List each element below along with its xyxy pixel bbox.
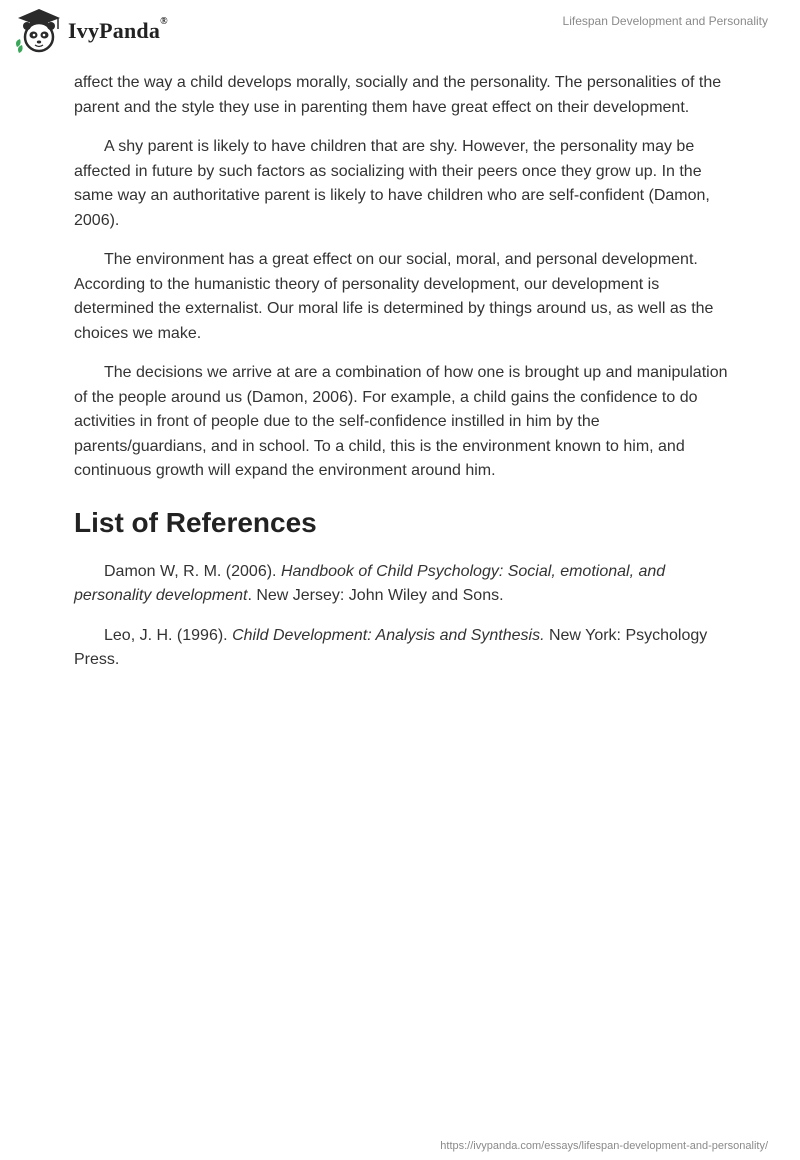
page-header bbox=[0, 0, 800, 62]
paragraph: The environment has a great effect on our social, moral, and personal development. According to the humanistic theory of personality development, our development is determined the externalist. Our moral life is determined by things around us, as well as the choices we make. bbox=[74, 251, 714, 342]
paragraph: A shy parent is likely to have children that are shy. However, the personality may be affected in future by such factors as socializing with their peers once they grow up. In the same way an authoritative parent is likely to have children who are self-confident (Damon, 2006). bbox=[74, 138, 710, 229]
references-heading: List of References bbox=[74, 506, 317, 538]
document-title: Lifespan Development and Personality bbox=[562, 14, 768, 28]
source-url[interactable]: https://ivypanda.com/essays/lifespan-development-and-personality/ bbox=[440, 1140, 768, 1152]
reference-title: Child Development: Analysis and Synthesis. bbox=[232, 626, 545, 644]
reference-title: Handbook of Child Psychology: Social, emotional, and personality development bbox=[74, 562, 666, 604]
paragraph: affect the way a child develops morally, socially and the personality. The personalities of the parent and the style they use in parenting them have great effect on their development. bbox=[74, 74, 722, 116]
ivypanda-logo[interactable] bbox=[14, 7, 168, 55]
reference-item: Damon W, R. M. (2006). Handbook of Child Psychology: Social, emotional, and personality development. New Jersey: John Wiley and Sons. bbox=[74, 562, 666, 604]
essay-content bbox=[74, 71, 734, 688]
reference-item: Leo, J. H. (1996). Child Development: Analysis and Synthesis. New York: Psychology Press. bbox=[74, 626, 708, 668]
brand-name: IvyPanda® bbox=[68, 16, 168, 43]
panda-graduate-icon bbox=[14, 7, 64, 55]
paragraph: The decisions we arrive at are a combination of how one is brought up and manipulation of the people around us (Damon, 2006). For example, a child gains the confidence to do activities in front of people due to the self-confidence instilled in him by the parents/guardians, and in school. To a child, this is the environment known to him, and continuous growth will expand the environment around him. bbox=[74, 364, 728, 479]
